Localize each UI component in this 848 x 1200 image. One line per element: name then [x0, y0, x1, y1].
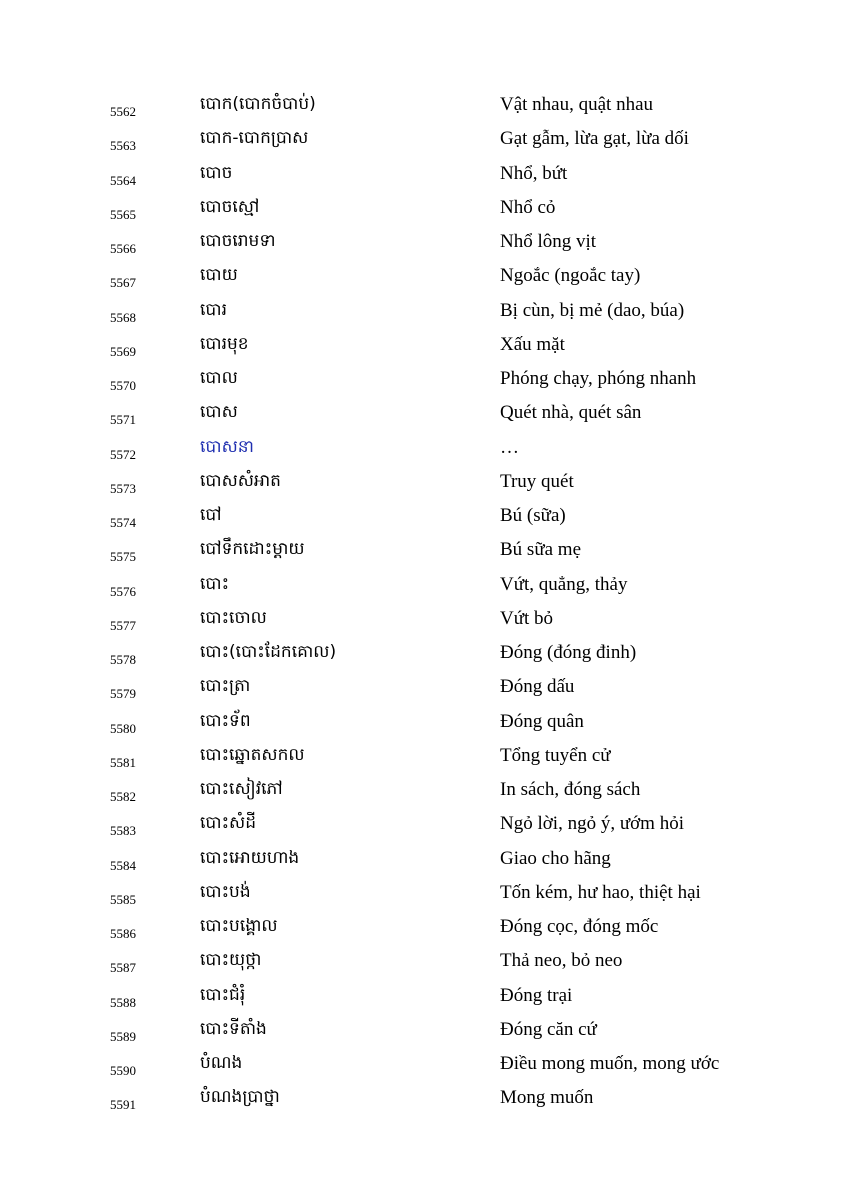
entry-row [0, 334, 848, 368]
vietnamese-meaning: Thả neo, bỏ neo [500, 950, 623, 972]
vietnamese-meaning: Nhổ lông vịt [500, 231, 597, 252]
entry-number: 5567 [110, 275, 136, 291]
entry-number: 5576 [110, 583, 136, 599]
khmer-term: បោះយុថ្កា [200, 950, 262, 971]
entry-number: 5571 [110, 412, 136, 428]
entry-number: 5586 [110, 926, 136, 941]
entry-number: 5575 [110, 549, 136, 565]
entry-row [0, 745, 848, 779]
entry-row [0, 265, 848, 299]
entry-row [0, 539, 848, 573]
vietnamese-meaning: Quét nhà, quét sân [500, 402, 642, 424]
entry-row [0, 642, 848, 676]
khmer-term: បំណង [200, 1053, 243, 1073]
vietnamese-meaning: Giao cho hãng [500, 847, 611, 869]
vietnamese-meaning: In sách, đóng sách [500, 779, 641, 800]
entry-row [0, 608, 848, 642]
vietnamese-meaning: Nhổ cỏ [500, 196, 556, 218]
entry-number: 5569 [110, 343, 136, 359]
entry-number: 5591 [110, 1097, 136, 1113]
khmer-term: បោច [200, 162, 233, 183]
vietnamese-meaning: Đóng trại [500, 984, 573, 1006]
entry-number: 5577 [110, 617, 136, 633]
entry-row [0, 368, 848, 402]
entry-row [0, 813, 848, 847]
entry-row [0, 128, 848, 162]
khmer-term: បោះអោយហាង [200, 847, 300, 868]
khmer-term: បោចរោមទា [200, 231, 276, 251]
khmer-term: បោះបង់ [200, 881, 251, 902]
khmer-term: បោស [200, 402, 238, 423]
entry-row [0, 437, 848, 471]
vietnamese-meaning: Bú (sữa) [500, 505, 566, 526]
entry-row [0, 916, 848, 950]
entry-row [0, 676, 848, 710]
entry-row [0, 950, 848, 984]
khmer-term: បោះ(បោះដែកគោល) [200, 642, 337, 662]
entry-number: 5566 [110, 241, 136, 256]
khmer-term-link[interactable]: បោសនា [200, 436, 254, 457]
entry-number: 5568 [110, 309, 136, 325]
vietnamese-meaning: Mong muốn [500, 1087, 594, 1109]
vietnamese-meaning: Truy quét [500, 470, 574, 492]
entry-number: 5572 [110, 446, 136, 462]
khmer-term: បៅ [200, 505, 222, 525]
khmer-term: បោសសំអាត [200, 470, 281, 491]
entry-row [0, 231, 848, 265]
khmer-term: បោក-បោកប្រាស [200, 128, 309, 149]
entry-row [0, 1053, 848, 1087]
entry-number: 5590 [110, 1063, 136, 1078]
vietnamese-meaning: Điều mong muốn, mong ước [500, 1053, 720, 1074]
vietnamese-meaning: … [500, 436, 519, 458]
vietnamese-meaning: Phóng chạy, phóng nhanh [500, 368, 697, 389]
khmer-term: បោល [200, 368, 238, 388]
khmer-term: បោះចោល [200, 607, 267, 628]
entry-row [0, 985, 848, 1019]
vietnamese-meaning: Đóng cọc, đóng mốc [500, 916, 659, 937]
entry-number: 5562 [110, 104, 136, 119]
entry-number: 5565 [110, 206, 136, 222]
vietnamese-meaning: Nhổ, bứt [500, 162, 568, 184]
entry-row [0, 197, 848, 231]
entry-row [0, 1087, 848, 1121]
khmer-term: បោះបង្គោល [200, 916, 278, 936]
entry-row [0, 163, 848, 197]
entry-number: 5578 [110, 652, 136, 667]
khmer-term: បៅទឹកដោះម្តាយ [200, 539, 305, 560]
entry-row [0, 848, 848, 882]
vietnamese-meaning: Ngỏ lời, ngỏ ý, ướm hỏi [500, 813, 684, 835]
vietnamese-meaning: Tốn kém, hư hao, thiệt hại [500, 881, 701, 903]
vietnamese-meaning: Vật nhau, quật nhau [500, 94, 654, 115]
khmer-term: បោះទីតាំង [200, 1018, 267, 1039]
entry-row [0, 471, 848, 505]
entry-number: 5564 [110, 172, 136, 188]
entry-number: 5579 [110, 686, 136, 702]
entry-row [0, 300, 848, 334]
khmer-term: បំណងប្រាថ្នា [200, 1087, 280, 1108]
vietnamese-meaning: Đóng (đóng đinh) [500, 642, 637, 663]
khmer-term: បោះទ័ព [200, 710, 251, 731]
entry-row [0, 711, 848, 745]
entry-number: 5574 [110, 515, 136, 530]
entry-number: 5563 [110, 138, 136, 154]
khmer-term: បោក(បោកចំបាប់) [200, 94, 316, 114]
khmer-term: បោះជំរុំ [200, 984, 246, 1005]
vietnamese-meaning: Vứt bỏ [500, 607, 554, 629]
entry-row [0, 779, 848, 813]
entry-number: 5581 [110, 754, 136, 770]
khmer-term: បោរ [200, 299, 227, 320]
entry-number: 5580 [110, 720, 136, 736]
khmer-term: បោយ [200, 265, 238, 286]
entry-number: 5583 [110, 823, 136, 839]
entry-number: 5589 [110, 1028, 136, 1044]
entry-row [0, 505, 848, 539]
khmer-term: បោះត្រា [200, 676, 251, 697]
entry-row [0, 574, 848, 608]
entry-number: 5587 [110, 960, 136, 976]
vietnamese-meaning: Bú sữa mẹ [500, 539, 582, 561]
vietnamese-meaning: Đóng quân [500, 710, 584, 732]
entry-number: 5588 [110, 994, 136, 1010]
vietnamese-meaning: Đóng dấu [500, 676, 575, 698]
khmer-term: បោចស្មៅ [200, 196, 260, 217]
khmer-term: បោះសំដី [200, 813, 257, 834]
entry-row [0, 402, 848, 436]
entry-row [0, 882, 848, 916]
khmer-term: បោះ [200, 573, 230, 594]
vietnamese-meaning: Vứt, quẳng, thảy [500, 573, 628, 595]
vietnamese-meaning: Gạt gẫm, lừa gạt, lừa dối [500, 128, 689, 150]
khmer-term: បោះឆ្នោតសកល [200, 744, 305, 765]
vietnamese-meaning: Bị cùn, bị mẻ (dao, búa) [500, 299, 685, 321]
entry-row [0, 1019, 848, 1053]
entry-number: 5570 [110, 378, 136, 393]
entry-number: 5585 [110, 891, 136, 907]
entry-number: 5584 [110, 857, 136, 873]
vietnamese-meaning: Ngoắc (ngoắc tay) [500, 265, 641, 287]
khmer-term: បោះសៀវភៅ [200, 779, 283, 799]
entry-row [0, 94, 848, 128]
vietnamese-meaning: Đóng căn cứ [500, 1018, 597, 1040]
entry-number: 5582 [110, 789, 136, 804]
vietnamese-meaning: Tổng tuyển cử [500, 744, 611, 766]
entry-number: 5573 [110, 480, 136, 496]
khmer-term: បោរមុខ [200, 333, 249, 354]
vietnamese-meaning: Xấu mặt [500, 333, 565, 355]
